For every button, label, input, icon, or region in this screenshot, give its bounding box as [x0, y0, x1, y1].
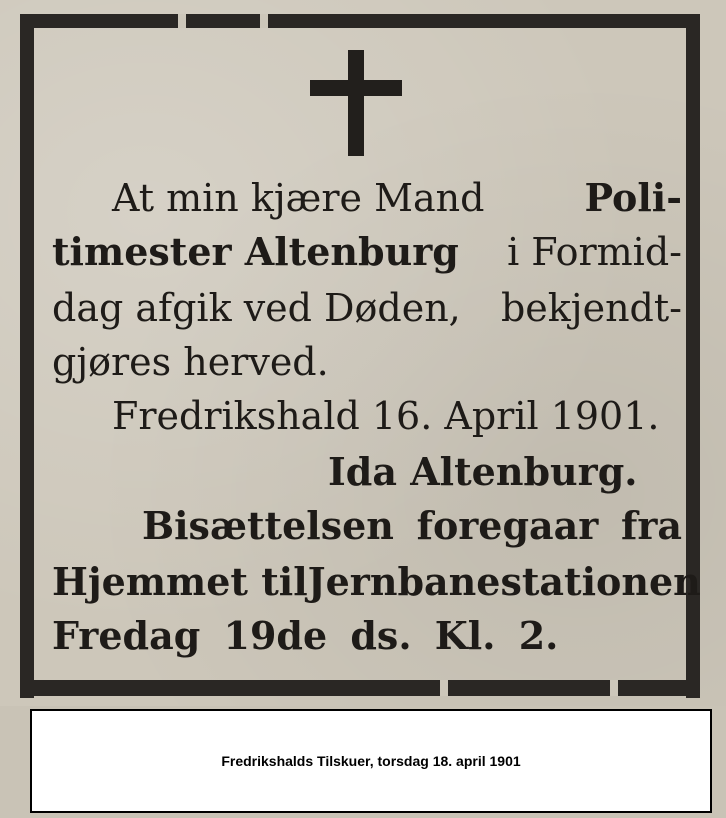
- notice-line-4: gjøres herved.: [52, 340, 329, 384]
- source-caption: Fredrikshalds Tilskuer, torsdag 18. april 1901: [221, 753, 521, 769]
- notice-line-8: Hjemmet til Jernbanestationen: [52, 559, 701, 604]
- mourning-border-top: [20, 14, 700, 28]
- mourning-border-left: [20, 14, 34, 698]
- notice-line-9: Fredag 19de ds. Kl. 2.: [52, 613, 559, 658]
- cross-icon: [310, 50, 402, 156]
- notice-place-date: Fredrikshald 16. April 1901.: [112, 394, 660, 438]
- mourning-border-bottom: [20, 680, 700, 696]
- notice-line-1: At min kjære Mand Poli-: [112, 175, 682, 220]
- notice-line-2: timester Altenburg i Formid-: [52, 229, 682, 274]
- caption-box: [30, 709, 712, 813]
- notice-line-3: dag afgik ved Døden, bekjendt-: [52, 286, 682, 330]
- notice-signature: Ida Altenburg.: [328, 449, 638, 494]
- notice-line-7: Bisættelsen foregaar fra: [142, 503, 682, 548]
